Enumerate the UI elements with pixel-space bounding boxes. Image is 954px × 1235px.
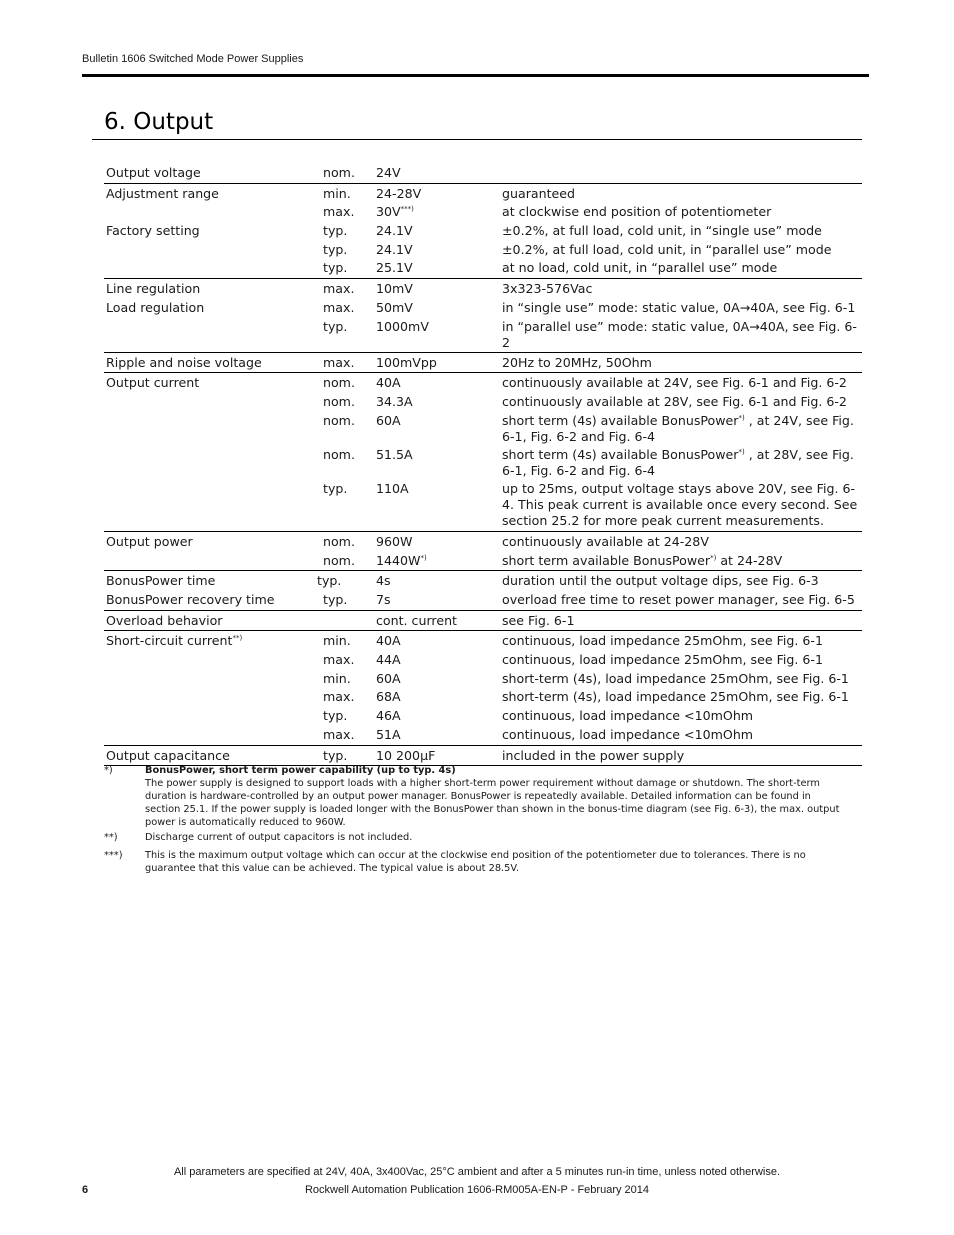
spec-note: continuously available at 28V, see Fig. 6-1 and Fig. 6-2: [502, 394, 847, 410]
spec-note: continuous, load impedance 25mOhm, see Fig. 6-1: [502, 633, 823, 649]
spec-condition: max.: [323, 652, 355, 668]
spec-condition: typ.: [323, 260, 348, 276]
spec-note: overload free time to reset power manager, see Fig. 6-5: [502, 592, 855, 608]
spec-row: [104, 163, 862, 182]
spec-row: [104, 411, 862, 445]
spec-condition: min.: [323, 185, 351, 201]
spec-value: 46A: [376, 708, 401, 724]
spec-condition: typ.: [323, 747, 348, 763]
spec-note: continuously available at 24-28V: [502, 533, 709, 549]
spec-row: [104, 687, 862, 706]
spec-note: short term (4s) available BonusPower*) , at 24V, see Fig. 6-1, Fig. 6-2 and Fig. 6-4: [502, 412, 854, 444]
spec-group: [104, 373, 862, 531]
spec-parameter: BonusPower time: [106, 573, 216, 589]
spec-value: 4s: [376, 573, 391, 589]
spec-row: [104, 184, 862, 203]
spec-row: [104, 590, 862, 609]
spec-group: [104, 532, 862, 571]
spec-condition: min.: [323, 633, 351, 649]
spec-note: see Fig. 6-1: [502, 612, 575, 628]
footnote-max-voltage: [104, 849, 849, 875]
spec-value: 44A: [376, 652, 401, 668]
spec-row: [104, 725, 862, 744]
spec-condition: typ.: [323, 223, 348, 239]
spec-condition: nom.: [323, 447, 355, 463]
spec-row: [104, 392, 862, 411]
spec-condition: nom.: [323, 412, 355, 428]
spec-value: 10mV: [376, 281, 413, 297]
spec-condition: typ.: [323, 241, 348, 257]
spec-condition: nom.: [323, 165, 355, 180]
spec-row: [104, 298, 862, 317]
spec-value: 24V: [376, 165, 401, 180]
spec-group: [104, 631, 862, 745]
spec-note: at no load, cold unit, in “parallel use” mode: [502, 260, 778, 276]
spec-row: [104, 551, 862, 570]
spec-parameter: BonusPower recovery time: [106, 592, 275, 608]
footnote-text: The power supply is designed to support loads with a higher short-term power requirement without damage or shutdown. The short-term duration is hardware-controlled by an output power manager. BonusPower is repeatedly available. Detailed information can be found in section 25.1. If the power supply is loaded longer with the BonusPower than shown in the bonus-time diagram (see Fig. 6-3), the max. output power is automatically reduced to 960W.: [145, 778, 840, 828]
spec-condition: nom.: [323, 552, 355, 568]
running-header: Bulletin 1606 Switched Mode Power Supplies: [82, 53, 304, 65]
spec-value: 1440W*): [376, 552, 427, 568]
spec-group: [104, 184, 862, 279]
spec-condition: typ.: [317, 573, 342, 589]
spec-condition: min.: [323, 670, 351, 686]
spec-note: short-term (4s), load impedance 25mOhm, see Fig. 6-1: [502, 689, 849, 705]
spec-parameter: Factory setting: [106, 223, 200, 239]
footer-publication: Rockwell Automation Publication 1606-RM005A-EN-P - February 2014: [304, 1184, 650, 1196]
spec-row: [104, 202, 862, 221]
spec-value: 7s: [376, 592, 391, 608]
spec-row: [104, 221, 862, 240]
spec-value: 60A: [376, 670, 401, 686]
spec-note: guaranteed: [502, 185, 575, 201]
spec-note: ±0.2%, at full load, cold unit, in “parallel use” mode: [502, 241, 832, 257]
spec-parameter: Short-circuit current**): [106, 633, 243, 649]
spec-parameter: Ripple and noise voltage: [106, 354, 262, 370]
spec-value: 10 200µF: [376, 747, 436, 763]
spec-value: 50mV: [376, 299, 413, 315]
spec-condition: typ.: [323, 318, 348, 334]
spec-value: cont. current: [376, 612, 457, 628]
spec-value: 60A: [376, 412, 401, 428]
spec-row: [104, 279, 862, 298]
spec-condition: max.: [323, 299, 355, 315]
section-rule: [92, 139, 862, 140]
spec-row: [104, 650, 862, 669]
spec-parameter: Line regulation: [106, 281, 201, 297]
spec-note: ±0.2%, at full load, cold unit, in “single use” mode: [502, 223, 822, 239]
spec-value: 1000mV: [376, 318, 429, 334]
spec-condition: max.: [323, 204, 355, 220]
spec-value: 24-28V: [376, 185, 422, 201]
header-rule: [82, 74, 869, 77]
spec-note: continuous, load impedance <10mOhm: [502, 708, 754, 724]
spec-row: [104, 258, 862, 277]
spec-group: [104, 353, 862, 374]
spec-group: [104, 279, 862, 353]
footnote-mark: ***): [104, 850, 123, 861]
spec-group: [104, 611, 862, 632]
spec-parameter: Output power: [106, 533, 193, 549]
spec-condition: typ.: [323, 481, 348, 497]
spec-parameter: Adjustment range: [106, 185, 219, 201]
spec-note: 3x323-576Vac: [502, 281, 593, 297]
footnote-bonuspower: [104, 764, 849, 829]
spec-note: in “parallel use” mode: static value, 0A→40A, see Fig. 6-2: [502, 318, 857, 350]
spec-value: 30V***): [376, 204, 414, 220]
footnote-mark: **): [104, 832, 118, 843]
spec-parameter: Output capacitance: [106, 747, 230, 763]
spec-value: 40A: [376, 375, 401, 391]
spec-value: 40A: [376, 633, 401, 649]
spec-value: 960W: [376, 533, 413, 549]
spec-condition: nom.: [323, 533, 355, 549]
output-spec-table: [104, 163, 862, 766]
spec-parameter: Load regulation: [106, 299, 205, 315]
spec-value: 51A: [376, 726, 401, 742]
spec-condition: typ.: [323, 708, 348, 724]
spec-condition: nom.: [323, 394, 355, 410]
spec-value: 68A: [376, 689, 401, 705]
spec-value: 34.3A: [376, 394, 413, 410]
spec-row: [104, 571, 862, 590]
spec-note: continuous, load impedance 25mOhm, see Fig. 6-1: [502, 652, 823, 668]
spec-value: 24.1V: [376, 223, 413, 239]
spec-row: [104, 445, 862, 479]
spec-note: continuously available at 24V, see Fig. 6-1 and Fig. 6-2: [502, 375, 847, 391]
footnote-title: BonusPower, short term power capability (up to typ. 4s): [145, 765, 456, 776]
spec-condition: nom.: [323, 375, 355, 391]
spec-note: in “single use” mode: static value, 0A→40A, see Fig. 6-1: [502, 299, 856, 315]
spec-note: continuous, load impedance <10mOhm: [502, 726, 754, 742]
spec-parameter: Output current: [106, 375, 200, 391]
spec-parameter: Overload behavior: [106, 612, 223, 628]
footnote-mark: *): [104, 765, 113, 776]
spec-condition: max.: [323, 281, 355, 297]
spec-note: duration until the output voltage dips, see Fig. 6-3: [502, 573, 819, 589]
spec-note: up to 25ms, output voltage stays above 20V, see Fig. 6-4. This peak current is available once every second. See section 25.2 for more peak current measurements.: [502, 481, 858, 529]
spec-note: 20Hz to 20MHz, 50Ohm: [502, 354, 652, 370]
footnote-text: This is the maximum output voltage which can occur at the clockwise end position of the potentiometer due to tolerances. There is no guarantee that this value can be achieved. The typical value is about 28.5V.: [145, 850, 806, 874]
footnote-text: Discharge current of output capacitors is not included.: [145, 832, 413, 843]
spec-row: [104, 669, 862, 688]
spec-row: [104, 746, 862, 765]
spec-condition: max.: [323, 354, 355, 370]
spec-value: 24.1V: [376, 241, 413, 257]
spec-group: [104, 163, 862, 184]
spec-condition: typ.: [323, 592, 348, 608]
spec-condition: max.: [323, 726, 355, 742]
spec-condition: max.: [323, 689, 355, 705]
footer-conditions-note: All parameters are specified at 24V, 40A, 3x400Vac, 25°C ambient and after a 5 minutes run-in time, unless noted otherwise.: [173, 1166, 781, 1178]
spec-row: [104, 317, 862, 351]
spec-row: [104, 479, 862, 530]
spec-note: short-term (4s), load impedance 25mOhm, see Fig. 6-1: [502, 670, 849, 686]
spec-note: short term (4s) available BonusPower*) , at 28V, see Fig. 6-1, Fig. 6-2 and Fig. 6-4: [502, 447, 854, 479]
spec-group: [104, 571, 862, 610]
spec-row: [104, 706, 862, 725]
spec-note: at clockwise end position of potentiometer: [502, 204, 772, 220]
spec-row: [104, 611, 862, 630]
spec-note: included in the power supply: [502, 747, 685, 763]
spec-value: 51.5A: [376, 447, 413, 463]
spec-value: 110A: [376, 481, 409, 497]
spec-row: [104, 240, 862, 259]
spec-value: 25.1V: [376, 260, 413, 276]
spec-note: short term available BonusPower*) at 24-28V: [502, 552, 783, 568]
page-number: 6: [82, 1184, 89, 1196]
footnote-discharge: [104, 831, 849, 844]
spec-row: [104, 532, 862, 551]
spec-row: [104, 631, 862, 650]
spec-value: 100mVpp: [376, 354, 437, 370]
spec-row: [104, 373, 862, 392]
spec-parameter: Output voltage: [106, 165, 201, 180]
section-title: 6. Output: [104, 109, 214, 135]
spec-row: [104, 353, 862, 372]
